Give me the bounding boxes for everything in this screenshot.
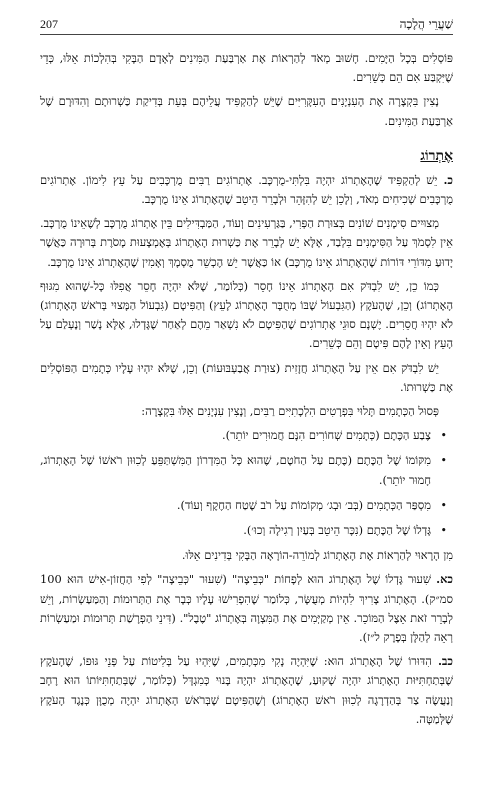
list-item: • מִסְפַּר הַכְּתָמִים (בְּב׳ וּבְג׳ מְקוֹמוֹת עַל רֹב שֶׁטַח הַחֶקֶף וְעוֹד). [40, 496, 431, 515]
section-title: אֶתְרוֹג [420, 147, 453, 164]
stain-details-list [40, 426, 453, 540]
page-number: 207 [40, 16, 58, 31]
paragraph-marker: כא. [436, 572, 453, 587]
paragraph-text: שִׁעוּר גָּדְלוֹ שֶׁל הָאֶתְרוֹג הוּא לְפָחוֹת "כְּבֵיצָה" (שִׁעוּר "כְּבֵיצָה" לְפִי הַחֲזוֹן-אִישׁ הוּא 100 סמ״ק). הָאֶתְרוֹג צָרִיךְ לִהְיוֹת מְעֻשָּׂר, כְּלוֹמַר שֶׁהִפְרִישׁוּ עָלָיו כְּבָר אֶת הַתְּרוּמוֹת וְהַמַּעַשְׂרוֹת, וְיֵשׁ לְבָרֵר זֹאת אֵצֶל הַמּוֹכֵר. אֵין מְקַיְּמִים אֶת הַמִּצְוָה בְּאֶתְרוֹג "טֶבֶל". (דִּינֵי הַפְרָשַׁת תְּרוּמוֹת וּמַעַשְׂרוֹת רְאֵה לְהַלָּן בְּפֶרֶק ל״ז). [40, 572, 453, 645]
paragraph-kaf [40, 171, 453, 209]
list-item: • מִקּוֹמוֹ שֶׁל הַכֶּתֶם (כֶּתֶם עַל הַחֹטֶם, שֶׁהוּא כָּל הַמִּדְרוֹן הַמִּשְׁתַּפֵּעַ לְכִוּוּן רֹאשׁוֹ שֶׁל הָאֶתְרוֹג, חָמוּר יוֹתֵר). [40, 453, 447, 487]
list-item: • גָּדְלוֹ שֶׁל הַכֶּתֶם (נִכָּר הֵיטֵב בְּעַיִן רְגִילָה וְכוּ׳). [40, 521, 431, 540]
paragraph-marker: כ. [443, 172, 454, 187]
running-title: שַׁעֲרֵי הֲלָכָה [399, 16, 453, 31]
signs-paragraph: מְצוּיִים סִימָנִים שׁוֹנִים בְּצוּרַת הַפְּרִי, בַּגַּרְעִינִים וְעוֹד, הַמַּבְדִּילִים בֵּין אֶתְרוֹג מֻרְכָּב לְשֶׁאֵינוֹ מֻרְכָּב. אֵין לִסְמֹךְ עַל הַסִּימָנִים בִּלְבַד, אֶלָּא יֵשׁ לְבָרֵר אֶת כַּשְׁרוּת הָאֶתְרוֹג בְּאֶמְצָעוּת מָסֹרֶת בְּרוּרָה כַּאֲשֶׁר יָדוּעַ מִדּוֹרֵי דּוֹרוֹת שֶׁהָאֶתְרוֹג אֵינוֹ מֻרְכָּב) אוֹ כַּאֲשֶׁר יֵשׁ הֶכְשֵׁר מֻסְמָךְ וְאָמִין שֶׁהָאֶתְרוֹג אֵינוֹ מֻרְכָּב. [40, 216, 453, 269]
paragraph-text: הִדּוּרוֹ שֶׁל הָאֶתְרוֹג הוּא: שֶׁיִּהְיֶה נָקִי מִכְּתָמִים, שֶׁיִּהְיוּ עַל בְּלִיטוֹת עַל פְּנֵי גּוּפוֹ, שֶׁהָעֹקֶץ שֶׁבְּתַחְתִּיּוּת הָאֶתְרוֹג יִהְיֶה שָׁקוּעַ, שֶׁהָאֶתְרוֹג יִהְיֶה בָּנוּי כְּמִגְדָּל (כְּלוֹמַר, שֶׁבְּתַחְתִּיּוֹתוֹ הוּא רָחָב וְנַעֲשֶׂה צַר בְּהַדְרָגָה לְכִוּוּן רֹאשׁ הָאֶתְרוֹג) וְשֶׁהַפִּיטָם שֶׁבְּרֹאשׁ הָאֶתְרוֹג יִהְיֶה מְכֻוָּן כְּנֶגֶד הָעֹקֶץ שֶׁלְּמַטָּה. [40, 654, 453, 726]
paragraph-marker: כב. [437, 654, 453, 669]
paragraph-kaf-alef [40, 570, 453, 647]
page-header [40, 14, 453, 35]
bullet-icon: • [440, 498, 447, 512]
bullet-icon: • [440, 524, 447, 538]
details-intro-paragraph: פְּסוּל הַכְּתָמִים תָּלוּי בִּפְרָטִים הִלְכָתִיִּים רַבִּים, וְנָצִין עִנְיָנִים אֵלּוּ בִּקְצָרָה: [141, 404, 439, 419]
list-item: • צֶבַע הַכֶּתֶם (כְּתָמִים שְׁחוֹרִים הִנָּם חֲמוּרִים יוֹתֵר). [40, 426, 431, 445]
paragraph-kaf-bet [40, 652, 453, 729]
bullet-icon: • [440, 429, 447, 443]
show-paragraph: מִן הָרָאוּי לְהַרְאוֹת אֶת הָאֶתְרוֹג לְמוֹרֵה-הוֹרָאָה הַבָּקִי בְּדִינִים אֵלּוּ. [181, 548, 453, 563]
bullet-icon: • [440, 454, 447, 468]
summary-paragraph: נָצִין בִּקְצָרָה אֶת הָעִנְיָנִים הָעִקָּרִיִּים שֶׁיֵּשׁ לְהַקְפִּיד עֲלֵיהֶם בְּעֵת בְּדִיקַת כַּשְׁרוּתָם וְהִדּוּרָם שֶׁל אַרְבַּעַת הַמִּינִים. [40, 94, 453, 128]
intro-paragraph: פּוֹסְלִים בְּכָל הַיָּמִים. חָשׁוּב מְאֹד לְהַרְאוֹת אֶת אַרְבַּעַת הַמִּינִים לְאָדָם הַבָּקִי בְּהִלְכוֹת אֵלּוּ, כְּדֵי שֶׁיִּקְבַּע אִם הֵם כְּשֵׁרִים. [40, 51, 453, 85]
check-paragraph: יֵשׁ לִבְדֹּק אִם אֵין עַל הָאֶתְרוֹג חֲזָזִית (צוּרַת אֲבַעְבּוּעוֹת) וְכֵן, שֶׁלֹּא יִהְיוּ עָלָיו כְּתָמִים הַפּוֹסְלִים אֶת כַּשְׁרוּתוֹ. [40, 360, 453, 394]
paragraph-text: יֵשׁ לְהַקְפִּיד שֶׁהָאֶתְרוֹג יִהְיֶה בִּלְתִּי-מֻרְכָּב. אֶתְרוֹגִים רַבִּים מֻרְכָּבִים עַל עֵץ לִימוֹן. אֶתְרוֹגִים מֻרְכָּבִים שְׁכִיחִים מְאֹד, וְלָכֵן יֵשׁ לְהִזָּהֵר וּלְבָרֵר הֵיטֵב שֶׁהָאֶתְרוֹג אֵינוֹ מֻרְכָּב. [40, 172, 453, 207]
missing-paragraph: כְּמוֹ כֵן, יֵשׁ לִבְדֹּק אִם הָאֶתְרוֹג אֵינוֹ חָסֵר (כְּלוֹמַר, שֶׁלֹּא יִהְיֶה חָסֵר אֲפִלּוּ כָּל-שֶׁהוּא מִגּוּף הָאֶתְרוֹג) וְכֵן, שֶׁהָעֹקֶץ (הַגִּבְעוֹל שֶׁבּוֹ מְחֻבָּר הָאֶתְרוֹג לָעֵץ) וְהַפִּיטָם (גִּבְעוֹל הַמָּצוּי בְּרֹאשׁ הָאֶתְרוֹג) לֹא יִהְיוּ חֲסֵרִים. יֶשְׁנָם סוּגֵי אֶתְרוֹגִים שֶׁהַפִּיטָם לֹא נִשְׁאַר מֵהֶם לְאַחַר שֶׁגָּדְלוּ, אֶלָּא נָשַׁר וְנֶעְלַם עַל הָעֵץ וְאֵין לָהֶם פִּיטָם וְהֵם כְּשֵׁרִים. [40, 278, 453, 351]
